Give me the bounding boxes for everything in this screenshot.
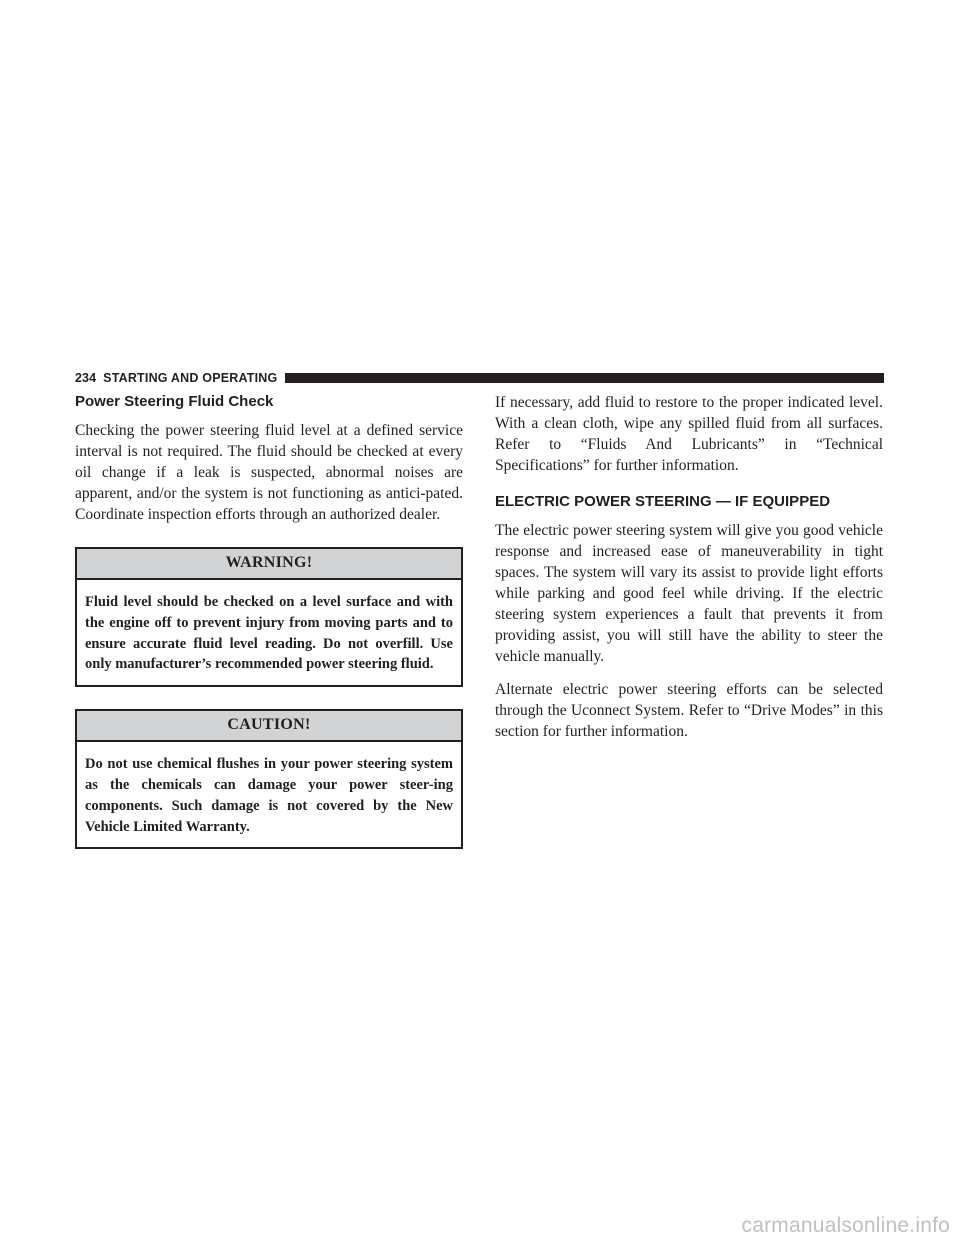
page-number: 234 [75,371,97,385]
eps-description-paragraph: The electric power steering system will give you good vehicle response and increased ease of maneuverability in tight spaces. The system will vary its assist to provide light efforts while parking and good feel while driving. If the electric steering system experiences a fault that prevents it from providing assist, you will still have the ability to steer the vehicle manually. [495,522,883,665]
caution-title: CAUTION! [77,711,461,742]
header-rule [285,373,884,383]
caution-box [75,709,463,849]
section-heading-electric-power-steering: ELECTRIC POWER STEERING — IF EQUIPPED [495,493,831,510]
right-column [495,392,883,754]
watermark-text: carmanualsonline.info [741,1214,950,1237]
warning-box [75,547,463,687]
left-column [75,392,463,861]
section-heading-fluid-check: Power Steering Fluid Check [75,393,274,410]
warning-title: WARNING! [77,549,461,580]
warning-body: Fluid level should be checked on a level surface and with the engine off to prevent injury from moving parts and to ensure accurate fluid level reading. Do not overfill. Use only manufacturer’s recommended power steering fluid. [85,594,453,673]
eps-modes-paragraph: Alternate electric power steering efforts can be selected through the Uconnect System. Refer to “Drive Modes” in this section for further information. [495,681,883,740]
refill-paragraph: If necessary, add fluid to restore to the proper indicated level. With a clean cloth, wipe any spilled fluid from all surfaces. Refer to “Fluids And Lubricants” in “Technical Specifications” for further information. [495,394,883,474]
page-header [75,369,884,387]
section-title: STARTING AND OPERATING [103,371,278,385]
caution-body: Do not use chemical flushes in your power steering system as the chemicals can damage your power steer-ing components. Such damage is not covered by the New Vehicle Limited Warranty. [85,756,453,835]
fluid-check-paragraph: Checking the power steering fluid level at a defined service interval is not required. The fluid should be checked at every oil change if a leak is suspected, abnormal noises are apparent, and/or the system is not functioning as antici-pated. Coordinate inspection efforts through an authorized dealer. [75,422,463,523]
